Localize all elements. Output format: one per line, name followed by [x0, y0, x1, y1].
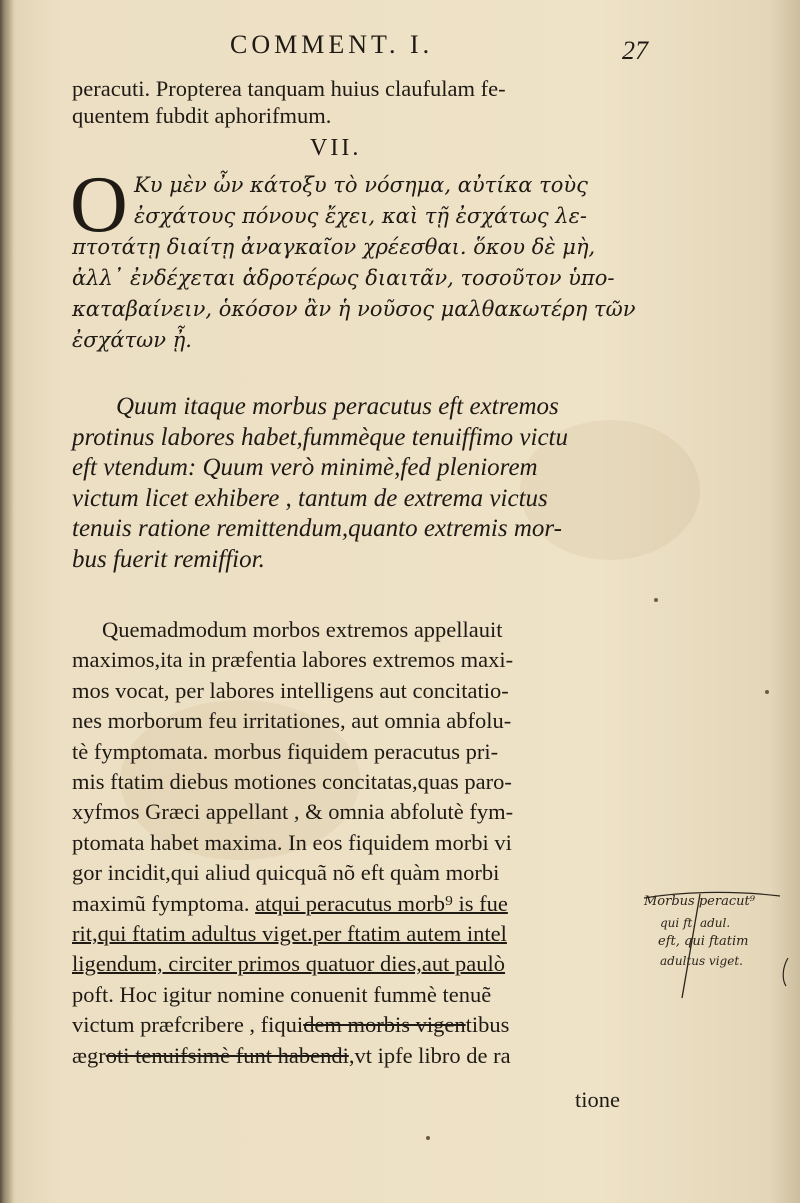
margin-line: qui ft. adul. [660, 916, 731, 930]
running-header: COMMENT. I. [230, 30, 434, 59]
greek-line: ἐσχάτων ᾖ. [72, 328, 192, 352]
plain-text: tibus [465, 1012, 510, 1038]
greek-line: ἀλλ᾽ ἐνδέχεται ἁδροτέρως διαιτᾶν, τοσοῦτον ὑπο- [72, 266, 615, 290]
binding-gutter [0, 0, 14, 1203]
drop-cap: O [70, 161, 128, 249]
underlined-text: atqui peracutus morb⁹ is fue [255, 890, 508, 916]
commentary-line: gor incidit,qui aliud quicquã nõ eft quàm morbi [72, 860, 500, 886]
greek-aphorism [72, 170, 652, 356]
commentary-line: xyfmos Græci appellant , & omnia abfolutè fym- [72, 799, 514, 825]
translation-line: eft vtendum: Quum verò minimè,fed pleniorem [72, 454, 538, 481]
plain-text: maximũ fymptoma. [72, 890, 256, 916]
translation-line: bus fuerit remiffior. [72, 545, 265, 573]
ink-speck [765, 690, 769, 694]
ink-speck [654, 598, 658, 602]
commentary-line: poft. Hoc igitur nomine conuenit fummè tenuẽ [72, 981, 492, 1007]
translation-line: Quum itaque morbus peracutus eft extremos [116, 393, 559, 420]
page-number: 27 [622, 36, 648, 65]
struck-text: oti tenuifsimè funt habendi [105, 1042, 349, 1068]
commentary-text [72, 615, 652, 1071]
struck-text: dem morbis vigen [303, 1012, 466, 1038]
commentary-line [72, 889, 652, 919]
greek-line: καταβαίνειν, ὁκόσον ἂν ἡ νοῦσος μαλθακωτέρη τῶν [72, 297, 636, 321]
greek-line: Κυ μὲν ὦν κάτοξυ τὸ νόσημα, αὐτίκα τοὺς [134, 173, 588, 197]
translation-line: victum licet exhibere , tantum de extrema victus [72, 484, 548, 512]
commentary-line [72, 1010, 652, 1040]
commentary-line: nes morborum feu irritationes, aut omnia abfolu- [72, 708, 512, 734]
commentary-line [72, 1041, 652, 1071]
aphorism-number: VII. [310, 135, 362, 161]
margin-line: Morbus peracut⁹ [644, 894, 755, 909]
commentary-line: tè fymptomata. morbus fiquidem peracutus pri- [72, 738, 499, 764]
plain-text: victum præfcribere , fiqui [72, 1012, 304, 1038]
text-line: quentem fubdit aphorifmum. [72, 102, 332, 128]
plain-text: ægr [72, 1042, 106, 1068]
catchword: tione [575, 1087, 620, 1112]
underlined-line: ligendum, circiter primos quatuor dies,aut paulò [72, 951, 506, 977]
commentary-line: mis ftatim diebus motiones concitatas,quas paro- [72, 769, 512, 795]
translation-line: protinus labores habet,fummèque tenuiffimo victu [72, 423, 568, 451]
margin-line: eft, qui ftatim [658, 934, 749, 949]
ink-speck [426, 1136, 430, 1140]
commentary-line: ptomata habet maxima. In eos fiquidem morbi vi [72, 829, 512, 855]
commentary-line: maximos,ita in præfentia labores extremos maxi- [72, 647, 514, 673]
text-line: peracuti. Propterea tanquam huius claufulam fe- [72, 76, 506, 101]
greek-line: ἐσχάτους πόνους ἔχει, καὶ τῇ ἐσχάτως λε- [134, 204, 587, 228]
greek-line: πτοτάτῃ διαίτῃ ἀναγκαῖον χρέεσθαι. ὅκου δὲ μὴ, [72, 235, 596, 259]
commentary-line: Quemadmodum morbos extremos appellauit [102, 617, 503, 642]
underlined-line: rit,qui ftatim adultus viget.per ftatim autem intel [72, 921, 507, 947]
commentary-line: mos vocat, per labores intelligens aut concitatio- [72, 677, 509, 703]
handwritten-margin-note [640, 888, 800, 1003]
latin-translation [72, 392, 652, 575]
margin-line: adultus viget. [660, 954, 743, 968]
translation-line: tenuis ratione remittendum,quanto extremis mor- [72, 515, 562, 542]
plain-text: ,vt ipfe libro de ra [348, 1042, 511, 1068]
intro-text [72, 76, 642, 130]
